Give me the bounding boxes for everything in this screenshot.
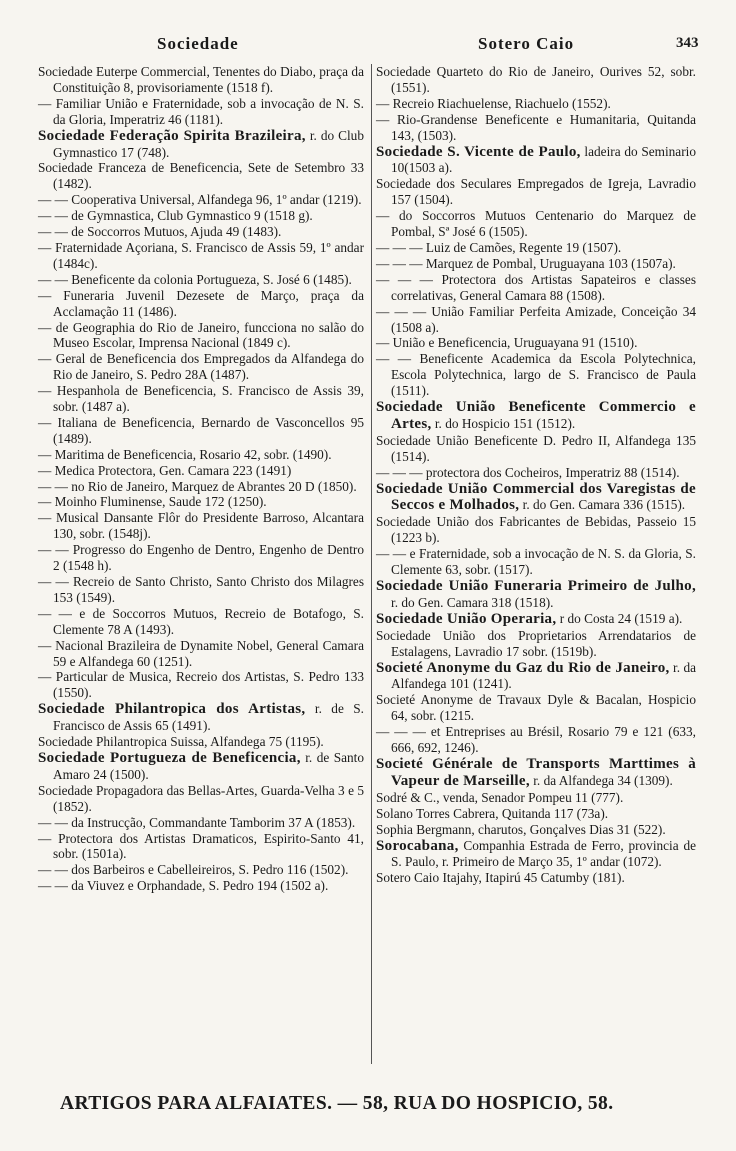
- entry-text: — Musical Dansante Flôr do Presidente Barroso, Alcantara 130, sobr. (1548j).: [38, 510, 364, 542]
- entry-text: r. da Alfandega 101 (1241).: [391, 659, 696, 692]
- page-header: [0, 34, 736, 58]
- entry-name: Sociedade S. Vicente de Paulo,: [376, 143, 581, 160]
- entry-text: — Fraternidade Açoriana, S. Francisco de Assis 59, 1º andar (1484c).: [38, 239, 364, 271]
- directory-entry: [38, 669, 364, 701]
- directory-entry: [38, 192, 364, 208]
- entry-text: r. do Gen. Camara 336 (1515).: [519, 497, 686, 513]
- entry-name: Sociedade União Commercial dos Varegistas de Seccos e Molhados,: [376, 480, 696, 514]
- entry-text: — — — União Familiar Perfeita Amizade, Conceição 34 (1508 a).: [376, 303, 696, 335]
- entry-text: — do Soccorros Mutuos Centenario do Marquez de Pombal, Sª José 6 (1505).: [376, 208, 696, 240]
- entry-text: — Moinho Fluminense, Saude 172 (1250).: [38, 494, 267, 510]
- page-number: 343: [676, 35, 699, 51]
- entry-text: Sociedade Euterpe Commercial, Tenentes do Diabo, praça da Constituição 8, provisoriamente (1518 f).: [38, 64, 364, 95]
- directory-entry: [376, 790, 696, 806]
- directory-entry: [376, 433, 696, 465]
- entry-text: Sociedade Quarteto do Rio de Janeiro, Ourives 52, sobr. (1551).: [376, 64, 696, 95]
- entry-text: — — de Gymnastica, Club Gymnastico 9 (1518 g).: [38, 208, 313, 224]
- directory-entry: [376, 208, 696, 240]
- directory-entry: [38, 815, 364, 831]
- entry-text: — — — Luiz de Camões, Regente 19 (1507).: [376, 239, 622, 255]
- entry-text: — de Geographia do Rio de Janeiro, funcciona no salão do Museo Escolar, Imprensa Nacional (1849 c).: [38, 319, 364, 351]
- entry-text: — Particular de Musica, Recreio dos Artistas, S. Pedro 133 (1550).: [38, 669, 364, 701]
- right-column: [376, 64, 696, 886]
- entry-text: r. do Hospicio 151 (1512).: [431, 415, 576, 431]
- entry-name: Sociedade Portugueza de Beneficencia,: [38, 749, 301, 766]
- entry-text: r. de Santo Amaro 24 (1500).: [53, 749, 364, 782]
- directory-entry: [38, 240, 364, 272]
- directory-entry: [376, 660, 696, 693]
- directory-entry: [38, 783, 364, 815]
- entry-text: — Geral de Beneficencia dos Empregados da Alfandega do Rio de Janeiro, S. Pedro 28A (1487).: [38, 351, 364, 383]
- entry-text: — — de Soccorros Mutuos, Ajuda 49 (1483).: [38, 224, 282, 240]
- directory-entry: [376, 870, 696, 886]
- entry-text: — Funeraria Juvenil Dezesete de Março, praça da Acclamação 11 (1486).: [38, 287, 364, 319]
- directory-entry: [38, 831, 364, 863]
- entry-text: — Nacional Brazileira de Dynamite Nobel, General Camara 59 e Alfandega 60 (1251).: [38, 637, 364, 669]
- entry-text: — — da Viuvez e Orphandade, S. Pedro 194 (1502 a).: [38, 878, 329, 894]
- directory-entry: [38, 479, 364, 495]
- directory-entry: [38, 288, 364, 320]
- directory-entry: [376, 481, 696, 515]
- entry-name: Sociedade Philantropica dos Artistas,: [38, 701, 306, 718]
- directory-entry: [38, 415, 364, 447]
- entry-text: — — Beneficente da colonia Portugueza, S. José 6 (1485).: [38, 271, 352, 287]
- entry-text: — Medica Protectora, Gen. Camara 223 (1491): [38, 462, 292, 478]
- directory-entry: [38, 542, 364, 574]
- directory-entry: [376, 514, 696, 546]
- entry-text: — — — Marquez de Pombal, Uruguayana 103 (1507a).: [376, 255, 676, 271]
- entry-text: — — — et Entreprises au Brésil, Rosario 79 e 121 (633, 666, 692, 1246).: [376, 724, 696, 756]
- entry-text: — — Progresso do Engenho de Dentro, Engenho de Dentro 2 (1548 h).: [38, 542, 364, 574]
- entry-text: Sociedade Propagadora das Bellas-Artes, Guarda-Velha 3 e 5 (1852).: [38, 782, 364, 814]
- directory-entry: [38, 160, 364, 192]
- directory-entry: [38, 96, 364, 128]
- entry-text: — Hespanhola de Beneficencia, S. Francisco de Assis 39, sobr. (1487 a).: [38, 383, 364, 415]
- directory-entry: [376, 692, 696, 724]
- directory-entry: [38, 320, 364, 352]
- entry-text: — — e de Soccorros Mutuos, Recreio de Botafogo, S. Clemente 78 A (1493).: [38, 605, 364, 637]
- entry-text: Sociedade Philantropica Suissa, Alfandega 75 (1195).: [38, 734, 324, 750]
- directory-entry: [376, 112, 696, 144]
- directory-entry: [38, 224, 364, 240]
- entry-text: — Recreio Riachuelense, Riachuelo (1552).: [376, 95, 611, 111]
- entry-text: — — da Instrucção, Commandante Tamborim 37 A (1853).: [38, 814, 356, 830]
- directory-entry: [376, 240, 696, 256]
- entry-name: Sociedade União Beneficente Commercio e Artes,: [376, 399, 696, 432]
- directory-entry: [38, 128, 364, 161]
- directory-entry: [38, 701, 364, 734]
- entry-text: — — Beneficente Academica da Escola Polytechnica, Escola Polytechnica, largo de S. Francisco de Paula (1511).: [376, 351, 696, 399]
- directory-entry: [38, 208, 364, 224]
- directory-entry: [38, 447, 364, 463]
- directory-entry: [376, 304, 696, 336]
- directory-entry: [38, 272, 364, 288]
- entry-text: — — — protectora dos Cocheiros, Imperatriz 88 (1514).: [376, 464, 680, 480]
- directory-entry: [376, 399, 696, 433]
- entry-text: Sociedade União Beneficente D. Pedro II, Alfandega 135 (1514).: [376, 432, 696, 464]
- directory-entry: [38, 574, 364, 606]
- entry-name: Sociedade União Operaria,: [376, 610, 557, 627]
- directory-entry: [376, 335, 696, 351]
- entry-name: Societé Anonyme du Gaz du Rio de Janeiro,: [376, 659, 670, 676]
- entry-text: Sotero Caio Itajahy, Itapirú 45 Catumby (181).: [376, 870, 625, 886]
- entry-text: — — no Rio de Janeiro, Marquez de Abrantes 20 D (1850).: [38, 478, 357, 494]
- directory-entry: [376, 611, 696, 628]
- entry-name: Sociedade União Funeraria Primeiro de Julho,: [376, 578, 696, 594]
- entry-text: — Maritima de Beneficencia, Rosario 42, sobr. (1490).: [38, 446, 332, 462]
- directory-entry: [38, 750, 364, 783]
- entry-text: Sociedade União dos Proprietarios Arrendatarios de Estalagens, Lavradio 17 sobr. (1519b).: [376, 627, 696, 659]
- directory-entry: [376, 806, 696, 822]
- directory-entry: [38, 494, 364, 510]
- running-head-right: Sotero Caio: [478, 34, 575, 53]
- directory-entry: [38, 606, 364, 638]
- directory-entry: [376, 64, 696, 96]
- entry-text: r do Costa 24 (1519 a).: [556, 610, 683, 626]
- directory-entry: [38, 862, 364, 878]
- directory-entry: [376, 465, 696, 481]
- entry-text: — — — Protectora dos Artistas Sapateiros e classes correlativas, General Camara 88 (1508).: [376, 271, 696, 303]
- directory-entry: [376, 546, 696, 578]
- directory-entry: [376, 628, 696, 660]
- entry-text: ladeira do Seminario 10(1503 a).: [391, 143, 696, 176]
- directory-entry: [376, 838, 696, 871]
- entry-text: Sociedade União dos Fabricantes de Bebidas, Passeio 15 (1223 b).: [376, 514, 696, 546]
- entry-text: Societé Anonyme de Travaux Dyle & Bacalan, Hospicio 64, sobr. (1215.: [376, 692, 696, 724]
- entry-text: — Italiana de Beneficencia, Bernardo de Vasconcellos 95 (1489).: [38, 414, 364, 446]
- entry-text: r. do Club Gymnastico 17 (748).: [53, 127, 364, 160]
- entry-name: Sorocabana,: [376, 837, 459, 854]
- entry-text: — — Recreio de Santo Christo, Santo Christo dos Milagres 153 (1549).: [38, 574, 364, 605]
- entry-text: r. do Gen. Camara 318 (1518).: [391, 594, 554, 610]
- entry-name: Sociedade Federação Spirita Brazileira,: [38, 127, 306, 144]
- entry-text: r. da Alfandega 34 (1309).: [529, 772, 673, 788]
- directory-entry: [38, 64, 364, 96]
- directory-entry: [376, 176, 696, 208]
- column-divider: [371, 64, 372, 1064]
- directory-entry: [38, 734, 364, 750]
- directory-entry: [38, 463, 364, 479]
- directory-entry: [38, 638, 364, 670]
- entry-text: — — Cooperativa Universal, Alfandega 96, 1º andar (1219).: [38, 192, 362, 208]
- entry-text: r. de S. Francisco de Assis 65 (1491).: [53, 701, 364, 734]
- entry-name: Societé Générale de Transports Marttimes à Vapeur de Marseille,: [376, 755, 696, 789]
- directory-entry: [38, 510, 364, 542]
- directory-entry: [376, 756, 696, 790]
- directory-entry: [38, 351, 364, 383]
- directory-entry: [376, 578, 696, 611]
- directory-entry: [376, 822, 696, 838]
- entry-text: — — e Fraternidade, sob a invocação de N. S. da Gloria, S. Clemente 63, sobr. (1517).: [376, 546, 696, 578]
- running-head-left: Sociedade: [157, 34, 239, 53]
- entry-text: Companhia Estrada de Ferro, provincia de S. Paulo, r. Primeiro de Março 35, 1º andar (1072).: [391, 837, 696, 870]
- directory-entry: [38, 878, 364, 894]
- directory-entry: [376, 144, 696, 177]
- entry-text: Sophia Bergmann, charutos, Gonçalves Dias 31 (522).: [376, 821, 666, 837]
- entry-text: — — dos Barbeiros e Cabelleireiros, S. Pedro 116 (1502).: [38, 862, 349, 878]
- directory-entry: [376, 351, 696, 399]
- directory-entry: [38, 383, 364, 415]
- entry-text: Sodré & C., venda, Senador Pompeu 11 (777).: [376, 789, 624, 805]
- entry-text: — Familiar União e Fraternidade, sob a invocação de N. S. da Gloria, Imperatriz 46 (1181).: [38, 95, 364, 127]
- entry-text: — Protectora dos Artistas Dramaticos, Espirito-Santo 41, sobr. (1501a).: [38, 830, 364, 862]
- directory-entry: [376, 256, 696, 272]
- advertisement-footer: [60, 1093, 720, 1115]
- entry-text: Sociedade dos Seculares Empregados de Igreja, Lavradio 157 (1504).: [376, 176, 696, 208]
- directory-entry: [376, 724, 696, 756]
- directory-entry: [376, 272, 696, 304]
- footer-text: ARTIGOS PARA ALFAIATES. — 58, RUA DO HOSPICIO, 58.: [60, 1093, 614, 1114]
- left-column: [38, 64, 364, 894]
- entry-text: — União e Beneficencia, Uruguayana 91 (1510).: [376, 335, 638, 351]
- directory-entry: [376, 96, 696, 112]
- entry-text: — Rio-Grandense Beneficente e Humanitaria, Quitanda 143, (1503).: [376, 111, 696, 143]
- entry-text: Sociedade Franceza de Beneficencia, Sete de Setembro 33 (1482).: [38, 160, 364, 192]
- entry-text: Solano Torres Cabrera, Quitanda 117 (73a).: [376, 805, 609, 821]
